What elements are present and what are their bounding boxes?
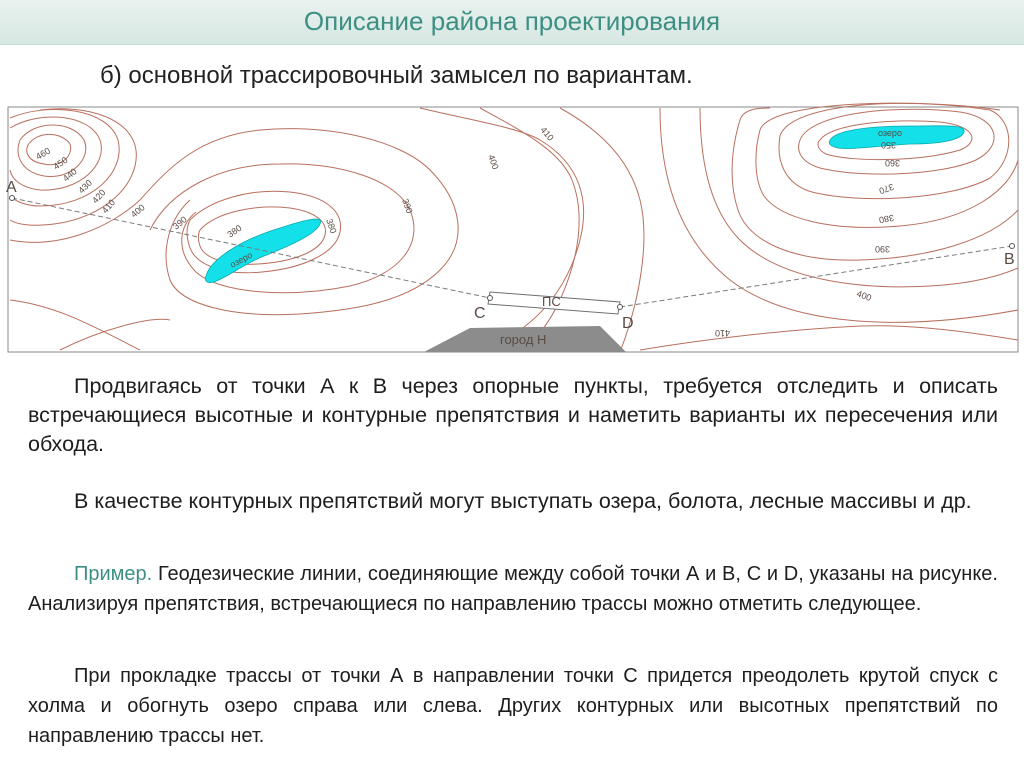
contour-label: 460 [34, 145, 53, 162]
contour-label: 390 [874, 244, 890, 254]
contour-label: 380 [324, 217, 339, 235]
contour-label: 410 [538, 124, 556, 143]
city-label: город Н [500, 332, 547, 347]
contour-label: 410 [714, 328, 730, 338]
contour-label: 450 [51, 154, 70, 172]
contour-label: 380 [878, 212, 895, 226]
point-d-marker [618, 305, 623, 310]
contour-label: 430 [76, 177, 95, 196]
example-text: Геодезические линии, соединяющие между собой точки А и В, С и D, указаны на рисунке. Анализируя препятствия, встречающиеся по направлению трассы можно отметить следующее. [28, 563, 998, 615]
paragraph-4-text: При прокладке трассы от точки А в направлении точки С придется преодолеть крутой спуск с холма и обогнуть озеро справа или слева. Других контурных или высотных препятствий по направлению трассы нет. [28, 665, 998, 747]
contour-label: 420 [90, 187, 108, 206]
point-b-label: B [1004, 251, 1015, 268]
point-d-label: D [622, 315, 634, 332]
paragraph-4 [28, 661, 998, 751]
point-c-marker [488, 296, 493, 301]
topographic-map [0, 100, 1024, 356]
contour-label: 410 [99, 197, 118, 216]
point-c-label: C [474, 305, 486, 322]
contour-label: 350 [880, 140, 896, 150]
contour-label: 400 [855, 288, 873, 304]
point-a-marker [10, 196, 15, 201]
paragraph-3 [28, 559, 998, 619]
title-bar [0, 0, 1024, 45]
lake-label-right: озеро [878, 128, 902, 138]
page-title: Описание района проектирования [303, 6, 721, 36]
paragraph-1-text: Продвигаясь от точки А к В через опорные пункты, требуется отследить и описать встречающиеся высотные и контурные препятствия и наметить варианты их пересечения или обхода. [28, 374, 998, 456]
paragraph-1 [28, 372, 998, 459]
lake-label-left: озеро [228, 249, 255, 270]
contour-label: 400 [486, 153, 501, 171]
contour-label: 370 [877, 181, 896, 197]
point-b-marker [1010, 244, 1015, 249]
contour-label: 390 [400, 197, 415, 215]
contour-label: 400 [128, 202, 147, 220]
contour-label: 380 [225, 222, 244, 240]
paragraph-2-text: В качестве контурных препятствий могут выступать озера, болота, лесные массивы и др. [74, 489, 972, 513]
substation-label: ПС [542, 294, 561, 309]
paragraph-2 [28, 487, 998, 516]
contour-label: 360 [884, 158, 900, 168]
contour-label: 390 [170, 214, 189, 232]
paragraph-3-text [28, 559, 998, 619]
contour-label: 440 [60, 166, 79, 184]
example-label: Пример. [74, 563, 153, 585]
slide-subtitle: б) основной трассировочный замысел по вариантам. [100, 62, 693, 89]
point-a-label: A [6, 179, 17, 196]
